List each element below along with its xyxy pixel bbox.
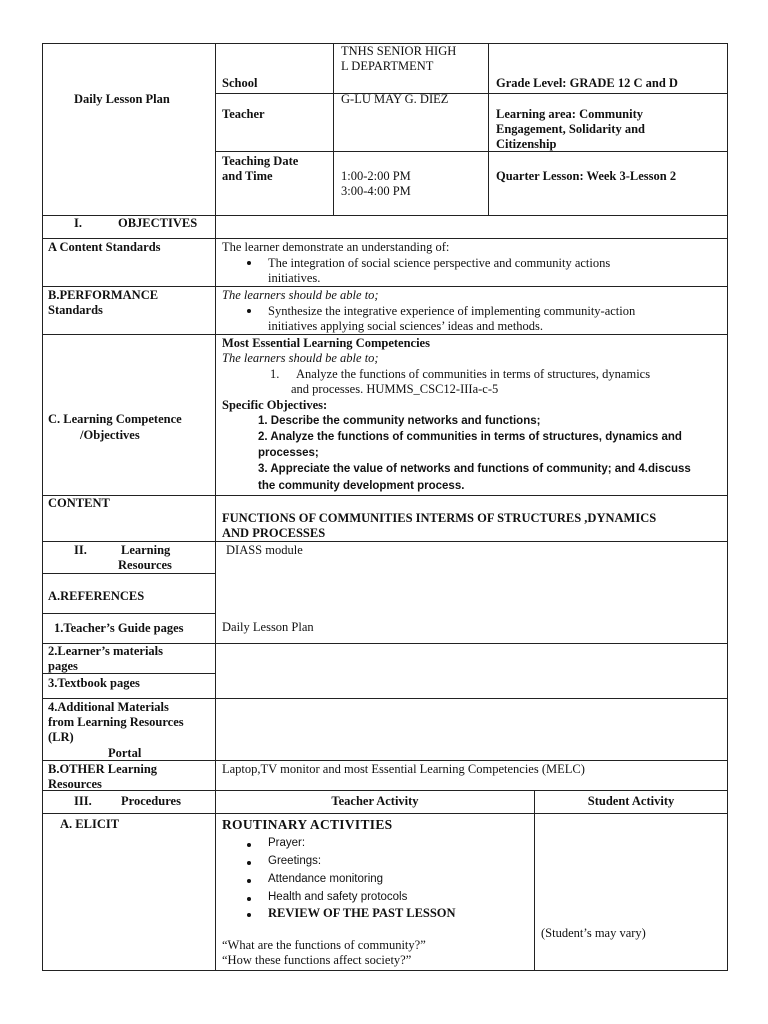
teacher-value: G-LU MAY G. DIEZ: [341, 92, 449, 106]
table-border: [333, 43, 334, 216]
procedures-heading: Procedures: [121, 794, 181, 808]
content-value-line-2: AND PROCESSES: [222, 526, 326, 540]
review-question-2: “How these functions affect society?”: [222, 953, 412, 967]
student-activity-header: Student Activity: [587, 794, 675, 808]
content-standards-bullet: The integration of social science perspective and community actions: [268, 256, 611, 270]
learning-area: Learning area: Community: [496, 107, 643, 121]
bullet-icon: [247, 913, 251, 917]
melc-text: Analyze the functions of communities in terms of structures, dynamics: [296, 367, 651, 381]
routine-item-health: Health and safety protocols: [268, 891, 408, 903]
table-border: [215, 93, 727, 94]
quarter-lesson: Quarter Lesson: Week 3-Lesson 2: [496, 169, 677, 183]
elicit-label: A. ELICIT: [60, 817, 120, 831]
objectives-num: I.: [74, 216, 82, 230]
table-border: [727, 43, 728, 971]
bullet-icon: [247, 843, 251, 847]
table-border: [42, 238, 728, 239]
table-border: [42, 970, 728, 971]
teacher-activity-header: Teacher Activity: [331, 794, 419, 808]
specific-objective-3-line-2: the community development process.: [258, 480, 465, 492]
content-value: FUNCTIONS OF COMMUNITIES INTERMS OF STRUCTURES ,DYNAMICS: [222, 511, 657, 525]
grade-level: Grade Level: GRADE 12 C and D: [496, 76, 678, 90]
table-border: [42, 334, 728, 335]
bullet-icon: [247, 261, 251, 265]
table-border: [42, 541, 728, 542]
specific-objective-2: 2. Analyze the functions of communities in terms of structures, dynamics and: [258, 431, 682, 443]
school-value: TNHS SENIOR HIGH: [341, 44, 457, 58]
additional-materials-label-line-2: from Learning Resources: [48, 715, 184, 729]
other-resources-value: Laptop,TV monitor and most Essential Learning Competencies (MELC): [222, 762, 585, 776]
table-border: [42, 573, 216, 574]
content-label: CONTENT: [48, 496, 110, 510]
table-border: [42, 813, 728, 814]
table-border: [42, 495, 728, 496]
table-border: [42, 760, 728, 761]
bullet-icon: [247, 879, 251, 883]
table-border: [42, 790, 728, 791]
learning-area-line-2: Engagement, Solidarity and: [496, 122, 645, 136]
learners-materials-label-line-2: pages: [48, 659, 78, 673]
bullet-icon: [247, 309, 251, 313]
teachers-guide-label: 1.Teacher’s Guide pages: [54, 621, 184, 635]
content-standards-intro: The learner demonstrate an understanding of:: [222, 240, 450, 254]
student-response: (Student’s may vary): [541, 926, 646, 940]
learning-area-line-3: Citizenship: [496, 137, 557, 151]
specific-objective-3: 3. Appreciate the value of networks and functions of community; and 4.discuss: [258, 463, 691, 475]
additional-materials-label-line-4: Portal: [108, 746, 142, 760]
content-standards-label: A Content Standards: [48, 240, 161, 254]
date-label-line-2: and Time: [222, 169, 273, 183]
melc-number: 1.: [270, 367, 280, 381]
review-heading: REVIEW OF THE PAST LESSON: [268, 906, 456, 920]
time-2: 3:00-4:00 PM: [341, 184, 411, 198]
learners-materials-label: 2.Learner’s materials: [48, 644, 164, 658]
document-title: Daily Lesson Plan: [74, 92, 170, 106]
date-label: Teaching Date: [222, 154, 299, 168]
bullet-icon: [247, 897, 251, 901]
time-1: 1:00-2:00 PM: [341, 169, 411, 183]
specific-objectives-heading: Specific Objectives:: [222, 398, 328, 412]
additional-materials-label: 4.Additional Materials: [48, 700, 169, 714]
textbook-label: 3.Textbook pages: [48, 676, 140, 690]
specific-objective-1: 1. Describe the community networks and functions;: [258, 415, 541, 427]
routinary-heading: ROUTINARY ACTIVITIES: [222, 817, 393, 832]
table-border: [215, 151, 727, 152]
performance-label-line-2: Standards: [48, 303, 103, 317]
table-border: [488, 43, 489, 216]
competence-label: C. Learning Competence: [48, 412, 182, 426]
table-border: [42, 43, 43, 971]
teacher-label: Teacher: [222, 107, 265, 121]
routine-item-attendance: Attendance monitoring: [268, 873, 384, 885]
other-resources-label: B.OTHER Learning: [48, 762, 158, 776]
procedures-num: III.: [74, 794, 92, 808]
performance-bullet-line-2: initiatives applying social sciences’ ideas and methods.: [268, 319, 544, 333]
melc-text-line-2: and processes. HUMMS_CSC12-IIIa-c-5: [291, 382, 499, 396]
table-border: [215, 43, 216, 971]
melc-heading: Most Essential Learning Competencies: [222, 336, 430, 350]
performance-bullet: Synthesize the integrative experience of implementing community-action: [268, 304, 636, 318]
content-standards-bullet-line-2: initiatives.: [268, 271, 321, 285]
other-resources-label-line-2: Resources: [48, 777, 102, 791]
module-value: DIASS module: [226, 543, 303, 557]
teachers-guide-value: Daily Lesson Plan: [222, 620, 314, 634]
objectives-heading: OBJECTIVES: [118, 216, 198, 230]
table-border: [534, 790, 535, 971]
competence-label-line-2: /Objectives: [80, 428, 140, 442]
school-label: School: [222, 76, 258, 90]
routine-item-greetings: Greetings:: [268, 855, 322, 867]
melc-intro: The learners should be able to;: [222, 351, 379, 365]
resources-num: II.: [74, 543, 87, 557]
bullet-icon: [247, 861, 251, 865]
specific-objective-2-line-2: processes;: [258, 447, 319, 459]
performance-label: B.PERFORMANCE: [48, 288, 159, 302]
resources-heading: Learning: [121, 543, 171, 557]
review-question-1: “What are the functions of community?”: [222, 938, 426, 952]
table-border: [42, 613, 216, 614]
additional-materials-label-line-3: (LR): [48, 730, 74, 744]
references-label: A.REFERENCES: [48, 589, 145, 603]
performance-intro: The learners should be able to;: [222, 288, 379, 302]
table-border: [42, 286, 728, 287]
resources-heading-line-2: Resources: [118, 558, 172, 572]
table-border: [42, 698, 728, 699]
routine-item-prayer: Prayer:: [268, 837, 306, 849]
school-value-line-2: L DEPARTMENT: [341, 59, 434, 73]
